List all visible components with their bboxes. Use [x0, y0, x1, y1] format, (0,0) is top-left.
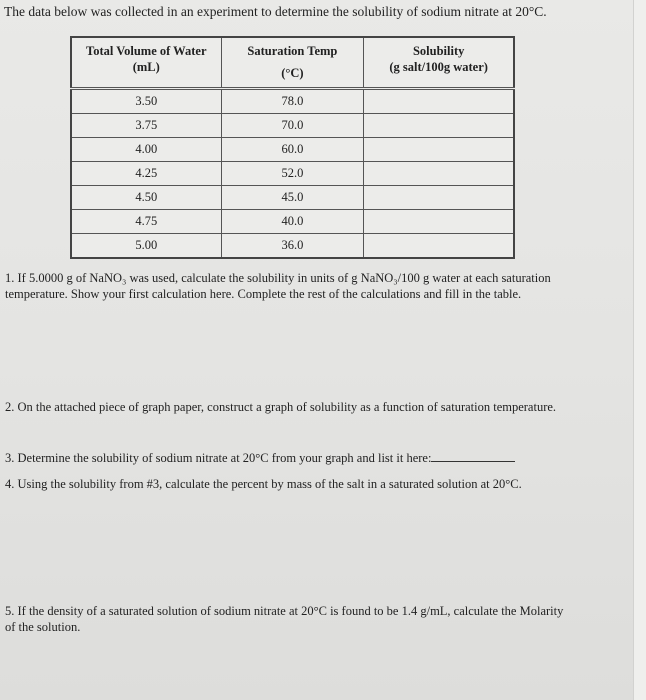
cell-temp: 40.0	[221, 210, 364, 234]
cell-temp: 70.0	[221, 114, 364, 138]
question-1: 1. If 5.0000 g of NaNO₃ was used, calculate the solubility in units of g NaNO₃/100 g water at each saturation temperature. Show your first calculation here. Complete the rest of the calculations and fill in the table.	[5, 271, 551, 301]
intro-text: The data below was collected in an experiment to determine the solubility of sodium nitrate at 20°C.	[4, 4, 547, 19]
table-row	[71, 138, 514, 162]
question-2: 2. On the attached piece of graph paper, construct a graph of solubility as a function of saturation temperature.	[5, 400, 557, 414]
cell-volume: 4.75	[71, 210, 221, 234]
header-volume	[71, 37, 221, 89]
cell-temp: 60.0	[221, 138, 364, 162]
cell-volume: 4.00	[71, 138, 221, 162]
cell-solubility[interactable]	[364, 89, 514, 114]
question-4: 4. Using the solubility from #3, calculate the percent by mass of the salt in a saturated solution at 20°C.	[5, 477, 522, 491]
table-row	[71, 210, 514, 234]
table-row	[71, 162, 514, 186]
cell-solubility[interactable]	[364, 234, 514, 259]
table-header-row	[71, 37, 514, 89]
solubility-table	[70, 36, 515, 259]
question-3	[5, 449, 565, 466]
table-row	[71, 114, 514, 138]
question-5: 5. If the density of a saturated solution of sodium nitrate at 20°C is found to be 1.4 g/mL, calculate the Molarity of the solution.	[5, 604, 564, 634]
cell-volume: 3.75	[71, 114, 221, 138]
header-solubility	[364, 37, 514, 89]
table-row	[71, 89, 514, 114]
cell-temp: 52.0	[221, 162, 364, 186]
table-row	[71, 234, 514, 259]
cell-solubility[interactable]	[364, 186, 514, 210]
header-unit: (g salt/100g water)	[389, 60, 488, 74]
cell-temp: 45.0	[221, 186, 364, 210]
cell-solubility[interactable]	[364, 162, 514, 186]
cell-solubility[interactable]	[364, 138, 514, 162]
header-unit: (°C)	[281, 66, 304, 80]
table-row	[71, 186, 514, 210]
cell-volume: 4.25	[71, 162, 221, 186]
page-edge	[633, 0, 646, 700]
header-label: Total Volume of Water	[86, 44, 207, 58]
cell-temp: 78.0	[221, 89, 364, 114]
header-temp	[221, 37, 364, 89]
header-label: Saturation Temp	[247, 44, 338, 58]
cell-solubility[interactable]	[364, 114, 514, 138]
question-3-text: 3. Determine the solubility of sodium nitrate at 20°C from your graph and list it here:	[5, 451, 432, 465]
cell-temp: 36.0	[221, 234, 364, 259]
header-label: Solubility	[412, 44, 465, 58]
answer-blank[interactable]	[431, 449, 515, 462]
header-unit: (mL)	[132, 60, 160, 74]
cell-volume: 4.50	[71, 186, 221, 210]
cell-solubility[interactable]	[364, 210, 514, 234]
cell-volume: 5.00	[71, 234, 221, 259]
cell-volume: 3.50	[71, 89, 221, 114]
